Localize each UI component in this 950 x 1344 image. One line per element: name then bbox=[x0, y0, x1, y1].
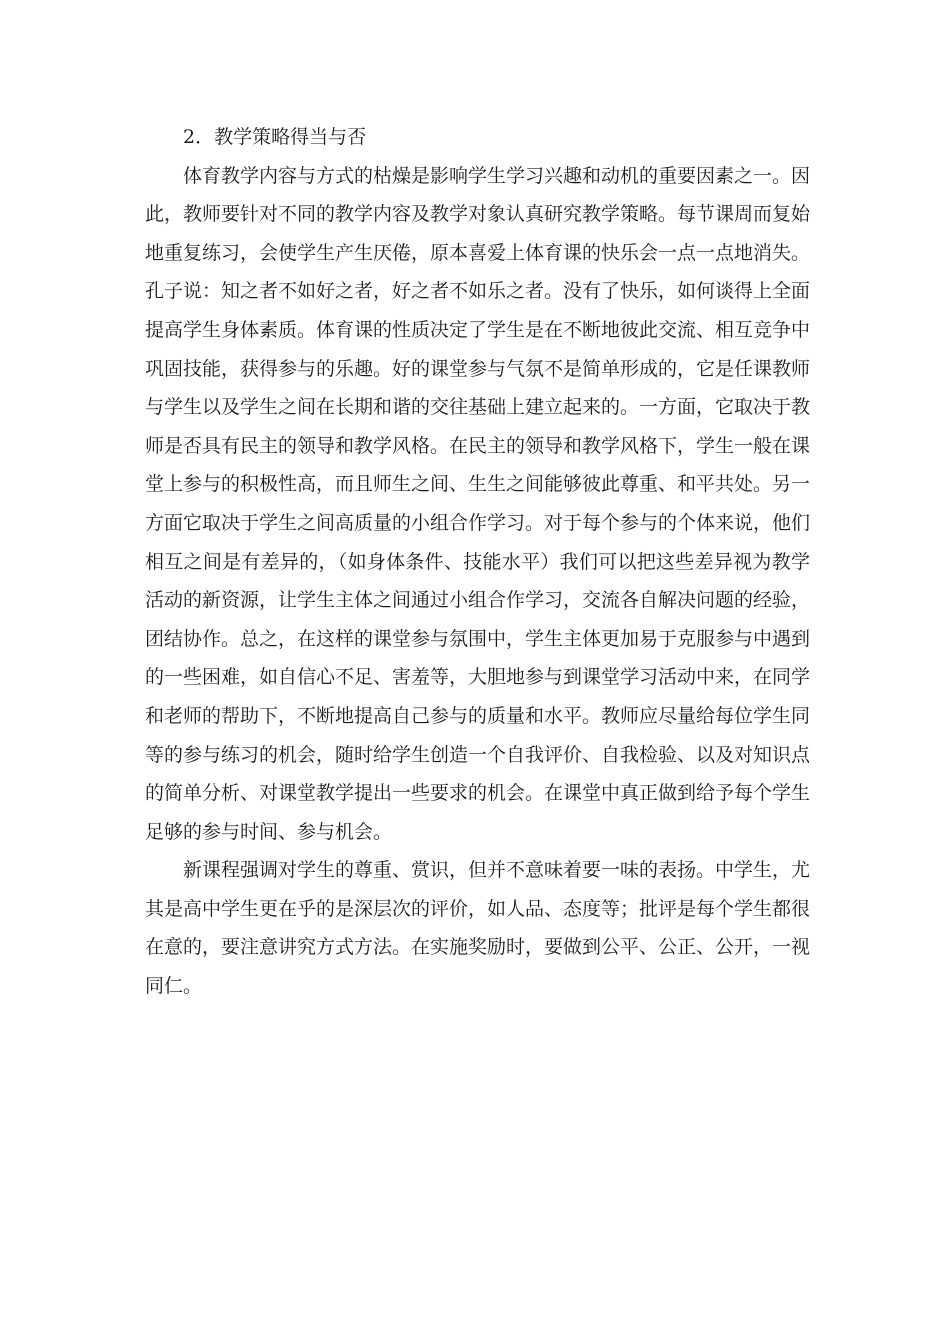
paragraph-new-curriculum: 新课程强调对学生的尊重、赏识，但并不意味着要一味的表扬。中学生，尤其是高中学生更在乎的是深层次的评价，如人品、态度等；批评是每个学生都很在意的，要注意讲究方式方法。在实施奖励时，要做到公平、公正、公开，一视同仁。 bbox=[145, 859, 811, 998]
paragraph-teaching-strategy: 体育教学内容与方式的枯燥是影响学生学习兴趣和动机的重要因素之一。因此，教师要针对不同的教学内容及教学对象认真研究教学策略。每节课周而复始地重复练习，会使学生产生厌倦，原本喜爱上体育课的快乐会一点一点地消失。孔子说：知之者不如好之者，好之者不如乐之者。没有了快乐，如何谈得上全面提高学生身体素质。体育课的性质决定了学生是在不断地彼此交流、相互竞争中巩固技能，获得参与的乐趣。好的课堂参与气氛不是简单形成的，它是任课教师与学生以及学生之间在长期和谐的交往基础上建立起来的。一方面，它取决于教师是否具有民主的领导和教学风格。在民主的领导和教学风格下，学生一般在课堂上参与的积极性高，而且师生之间、生生之间能够彼此尊重、和平共处。另一方面它取决于学生之间高质量的小组合作学习。对于每个参与的个体来说，他们相互之间是有差异的，（如身体条件、技能水平）我们可以把这些差异视为教学活动的新资源，让学生主体之间通过小组合作学习，交流各自解决问题的经验，团结协作。总之，在这样的课堂参与氛围中，学生主体更加易于克服参与中遇到的一些困难，如自信心不足、害羞等，大胆地参与到课堂学习活动中来，在同学和老师的帮助下，不断地提高自己参与的质量和水平。教师应尽量给每位学生同等的参与练习的机会，随时给学生创造一个自我评价、自我检验、以及对知识点的简单分析、对课堂教学提出一些要求的机会。在课堂中真正做到给予每个学生足够的参与时间、参与机会。 bbox=[145, 164, 811, 843]
section-heading: 2．教学策略得当与否 bbox=[183, 126, 367, 148]
document-body bbox=[145, 118, 810, 1006]
